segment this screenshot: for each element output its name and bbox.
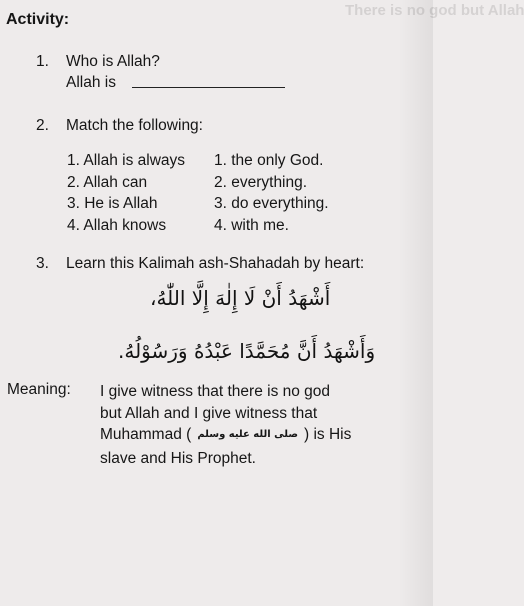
meaning-line-1: I give witness that there is no god <box>100 383 331 400</box>
meaning-label: Meaning: <box>7 381 71 398</box>
match-left-item: 3. He is Allah <box>67 195 158 212</box>
q3-number: 3. <box>36 255 49 272</box>
match-left-item: 1. Allah is always <box>67 152 186 169</box>
arabic-shahadah-line-1: أَشْهَدُ أَنْ لَا إِلٰهَ إِلَّا اللّٰهُ، <box>150 286 331 310</box>
salawat-phrase: صلى الله عليه وسلم <box>197 429 298 440</box>
q1-question: Who is Allah? <box>66 53 160 70</box>
meaning-line-4: slave and His Prophet. <box>100 449 256 467</box>
match-left-column <box>67 150 185 236</box>
match-right-item: 3. do everything. <box>214 195 329 212</box>
meaning-line-3 <box>100 424 415 448</box>
answer-blank-line[interactable] <box>132 87 285 88</box>
q1-number: 1. <box>36 53 49 70</box>
match-left-item: 4. Allah knows <box>67 216 167 234</box>
match-right-item: 4. with me. <box>214 216 289 234</box>
q3-instruction: Learn this Kalimah ash-Shahadah by heart: <box>66 255 365 272</box>
q2-number: 2. <box>36 117 49 134</box>
match-right-item: 2. everything. <box>214 173 308 191</box>
meaning-line-2: but Allah and I give witness that <box>100 404 318 422</box>
q1-prompt: Allah is <box>66 74 116 91</box>
arabic-shahadah-line-2: وَأَشْهَدُ أَنَّ مُحَمَّدًا عَبْدُهُ وَرَسُوْلُهُ. <box>118 339 376 363</box>
meaning-text <box>100 381 415 469</box>
bleed-through-text: There is no god but Allah <box>345 2 524 19</box>
activity-heading: Activity: <box>6 11 70 28</box>
match-left-item: 2. Allah can <box>67 173 148 191</box>
meaning-line-3-start: Muhammad ( <box>100 426 192 443</box>
match-right-item: 1. the only God. <box>214 152 324 169</box>
meaning-line-3-end: ) is His <box>303 426 352 443</box>
q2-instruction: Match the following: <box>66 117 203 134</box>
match-right-column <box>214 150 329 236</box>
